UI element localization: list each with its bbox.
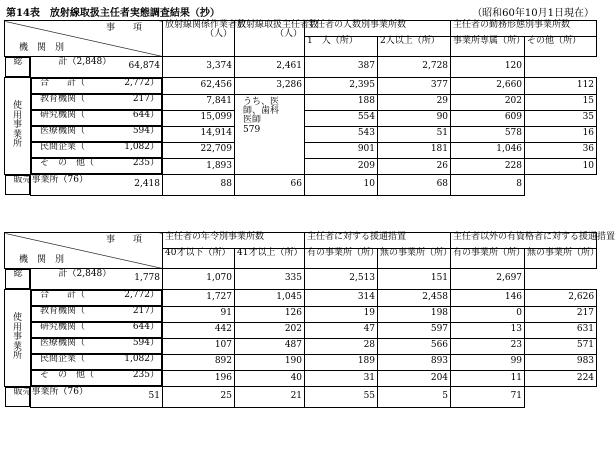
row-name: 研究機関（: [40, 110, 86, 120]
cell: 91: [163, 306, 235, 322]
survey-date: （昭和60年10月1日現在）: [472, 8, 594, 19]
cell: 609: [451, 110, 525, 126]
row-name: そ の 他（: [40, 370, 95, 380]
cell: 107: [163, 338, 235, 354]
row-label: [31, 338, 162, 354]
table-row: [5, 269, 597, 290]
row-name: そ の 他（: [40, 158, 95, 168]
cell: 3,374: [163, 57, 235, 78]
cell: 21: [235, 387, 305, 408]
col-two-plus: 2人以上（所）: [378, 37, 451, 57]
col-workers-name: 放射線関係作業者数: [165, 20, 247, 30]
table-row: [5, 78, 597, 95]
cell: 55: [305, 387, 378, 408]
cell: 47: [305, 322, 378, 338]
cell: 314: [305, 290, 378, 307]
cell: 901: [305, 142, 378, 158]
cell: 120: [451, 57, 525, 78]
row-label: [5, 387, 88, 407]
table-row: [5, 322, 597, 338]
cell: 631: [525, 322, 597, 338]
cell: 181: [378, 142, 451, 158]
row-count: 2,848）: [76, 57, 112, 67]
cell: 5: [378, 387, 451, 408]
cell: 146: [451, 290, 525, 307]
col-age-41-over: 41才以上（所）: [235, 249, 305, 269]
col-workers-unit: （人）: [204, 29, 232, 40]
row-name: 総 計（: [13, 269, 77, 279]
cell: 893: [378, 354, 451, 370]
cell: 543: [305, 126, 378, 142]
col-support-no: 無の事業所（所）: [378, 249, 451, 269]
table-row: [5, 387, 597, 408]
cell: 3,286: [235, 78, 305, 95]
cell: 71: [451, 387, 525, 408]
cell: 1,070: [163, 269, 235, 290]
row-name: 医療機関（: [40, 126, 86, 136]
row-count: 235）: [132, 370, 159, 380]
cell: 2,395: [305, 78, 378, 95]
cell: 578: [451, 126, 525, 142]
group-by-count: 主任者の人数別事業所数: [305, 21, 451, 37]
col-age-40-under: 40才以下（所）: [163, 249, 235, 269]
cell: 1,893: [163, 158, 235, 175]
cell: 8: [451, 175, 525, 196]
row-name: 合 計（: [40, 290, 86, 300]
cell: 23: [451, 338, 525, 354]
row-name: 教育機関（: [40, 306, 86, 316]
row-name: 教育機関（: [40, 94, 86, 104]
cell: 209: [305, 158, 378, 175]
cell: 983: [525, 354, 597, 370]
row-label: [5, 269, 112, 289]
cell: 51: [378, 126, 451, 142]
col-support-yes: 有の事業所（所）: [305, 249, 378, 269]
cell: 377: [378, 78, 451, 95]
cell: 99: [451, 354, 525, 370]
row-count: 217）: [132, 94, 159, 104]
page-header: [4, 4, 596, 18]
cell: 2,461: [235, 57, 305, 78]
stub-item-label: 事 項: [105, 23, 142, 33]
row-label: [31, 142, 162, 158]
cell: 51: [31, 387, 163, 408]
col-qualified-no: 無の事業所（所）: [525, 249, 597, 269]
row-count: 594）: [132, 338, 159, 348]
cell: 892: [163, 354, 235, 370]
row-label: [31, 354, 162, 370]
group-label: 使用事業所: [5, 78, 31, 175]
table-row: [5, 290, 597, 307]
row-name: 研究機関（: [40, 322, 86, 332]
survey-table-2: [4, 232, 615, 408]
cell: 2,513: [305, 269, 378, 290]
row-label: [31, 322, 162, 338]
row-label: [31, 306, 162, 322]
cell: 189: [305, 354, 378, 370]
cell: 2,728: [378, 57, 451, 78]
row-count: 594）: [132, 126, 159, 136]
row-label: [5, 57, 112, 77]
cell: 66: [235, 175, 305, 196]
col-qualified-yes: 有の事業所（所）: [451, 249, 525, 269]
cell: 2,458: [378, 290, 451, 307]
row-label: [31, 370, 162, 386]
cell: 126: [235, 306, 305, 322]
row-label: [31, 126, 162, 142]
row-count: 235）: [132, 158, 159, 168]
row-name: 医療機関（: [40, 338, 86, 348]
cell: 2,626: [525, 290, 597, 307]
group-support-supervisor: 主任者に対する援通措置: [305, 233, 451, 249]
cell: 554: [305, 110, 378, 126]
cell: 0: [451, 306, 525, 322]
row-name: 合 計（: [40, 78, 86, 88]
stub-header: [5, 21, 163, 57]
cell: 204: [378, 370, 451, 387]
cell: 25: [163, 387, 235, 408]
cell: 1,046: [451, 142, 525, 158]
col-supervisors-unit: （人）: [274, 29, 302, 40]
cell: 36: [525, 142, 597, 158]
cell: 571: [525, 338, 597, 354]
cell: 28: [305, 338, 378, 354]
cell: 202: [451, 94, 525, 110]
col-other: その他（所）: [525, 37, 597, 57]
row-name: 販売事業所（: [13, 387, 68, 397]
col-workers: [163, 20, 247, 57]
group-support-qualified: 主任者以外の有資格者に対する援通措置: [451, 233, 597, 249]
cell: 15,099: [163, 110, 235, 126]
survey-table-1: [4, 20, 597, 196]
cell: 26: [378, 158, 451, 175]
cell: 112: [525, 78, 597, 95]
col-supervisors-name: 放射線取扱主任者数: [237, 20, 319, 30]
cell: 40: [235, 370, 305, 387]
cell: 14,914: [163, 126, 235, 142]
cell: 335: [235, 269, 305, 290]
row-count: 644）: [132, 110, 159, 120]
cell: 64,874: [31, 57, 163, 78]
row-label: [31, 110, 162, 126]
cell: 202: [235, 322, 305, 338]
table-row: [5, 370, 597, 387]
row-count: 644）: [132, 322, 159, 332]
cell: 88: [163, 175, 235, 196]
cell: 2,660: [451, 78, 525, 95]
stub-org-label: 機 関 別: [19, 254, 65, 265]
cell: 442: [163, 322, 235, 338]
stub-org-label: 機 関 別: [19, 42, 65, 53]
cell: 19: [305, 306, 378, 322]
row-count: 1,082）: [124, 354, 159, 364]
cell: 188: [305, 94, 378, 110]
row-label: [31, 290, 162, 306]
cell: 62,456: [163, 78, 235, 95]
cell: 1,045: [235, 290, 305, 307]
cell: 10: [525, 158, 597, 175]
row-count: 2,772）: [124, 290, 159, 300]
cell: 2,697: [451, 269, 525, 290]
row-name: 民間企業（: [40, 142, 86, 152]
table-row: [5, 57, 597, 78]
row-label: [31, 78, 162, 94]
cell: 198: [378, 306, 451, 322]
physician-note: うち、医師、歯科医師 579: [235, 94, 305, 175]
group-by-age: 主任者の年令別事業所数: [163, 233, 305, 249]
stub-item-label: 事 項: [105, 235, 142, 245]
table-row: [5, 306, 597, 322]
cell: 35: [525, 110, 597, 126]
cell: 29: [378, 94, 451, 110]
cell: 217: [525, 306, 597, 322]
group-by-employment: 主任者の勤務形態別事業所数: [451, 21, 597, 37]
cell: 11: [451, 370, 525, 387]
group-label: 使用事業所: [5, 290, 31, 387]
row-name: 販売事業所（: [13, 175, 68, 185]
cell: 487: [235, 338, 305, 354]
cell: 1,778: [31, 269, 163, 290]
cell: 196: [163, 370, 235, 387]
row-count: 2,848）: [76, 269, 112, 279]
cell: 13: [451, 322, 525, 338]
cell: 566: [378, 338, 451, 354]
cell: 68: [378, 175, 451, 196]
cell: 15: [525, 94, 597, 110]
col-dedicated: 事業所専属（所）: [451, 37, 525, 57]
col-supervisors: [235, 20, 319, 57]
row-label: [31, 158, 162, 174]
cell: 151: [378, 269, 451, 290]
cell: 2,418: [31, 175, 163, 196]
table-row: [5, 175, 597, 196]
table-row: [5, 338, 597, 354]
cell: 1,727: [163, 290, 235, 307]
table-row: [5, 354, 597, 370]
row-count: 76）: [67, 175, 88, 185]
table-row: [5, 94, 597, 110]
cell: 16: [525, 126, 597, 142]
cell: 597: [378, 322, 451, 338]
cell: 190: [235, 354, 305, 370]
row-count: 1,082）: [124, 142, 159, 152]
stub-header: [5, 233, 163, 269]
row-count: 76）: [67, 387, 88, 397]
row-count: 217）: [132, 306, 159, 316]
row-count: 2,772）: [124, 78, 159, 88]
cell: 10: [305, 175, 378, 196]
cell: 387: [305, 57, 378, 78]
cell: 22,709: [163, 142, 235, 158]
cell: 90: [378, 110, 451, 126]
col-one-person: 1 人（所）: [305, 37, 378, 57]
cell: 7,841: [163, 94, 235, 110]
row-name: 総 計（: [13, 57, 77, 67]
row-label: [31, 94, 162, 110]
table-title: 第14表 放射線取扱主任者実態調査結果（抄）: [6, 8, 220, 19]
cell: 31: [305, 370, 378, 387]
cell: 228: [451, 158, 525, 175]
row-name: 民間企業（: [40, 354, 86, 364]
cell: 224: [525, 370, 597, 387]
row-label: [5, 175, 88, 195]
